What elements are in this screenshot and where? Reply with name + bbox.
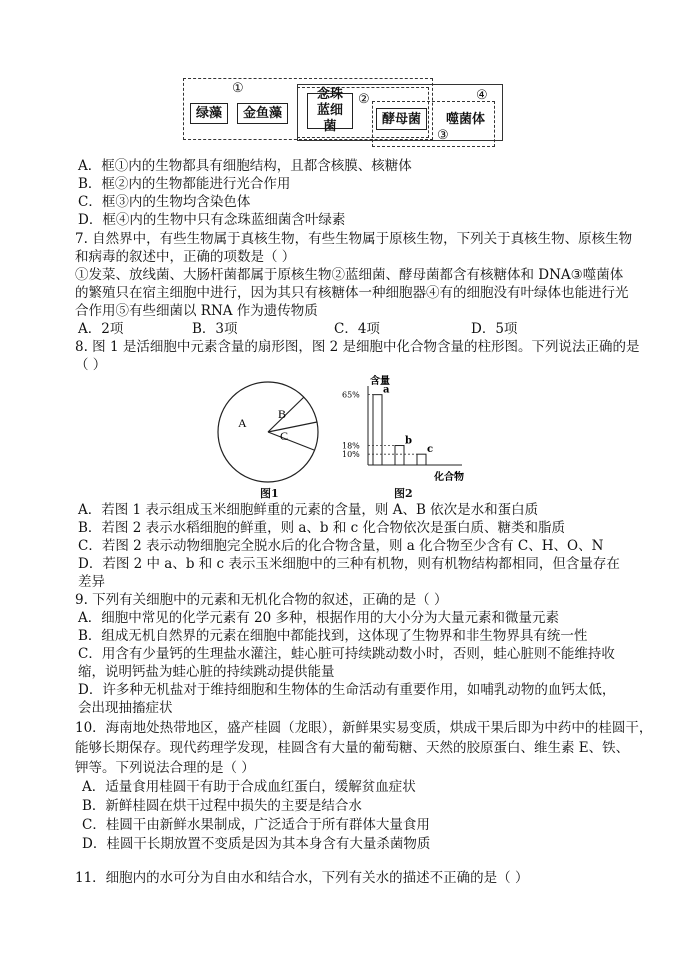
- q7-option-d: D．5项: [471, 321, 518, 337]
- bar-label-c: c: [427, 444, 434, 456]
- q7-item-line2: 的繁殖只在宿主细胞中进行，因为其只有核糖体一种细胞器④有的细胞没有叶绿体也能进行光: [75, 285, 629, 301]
- pie-label-c: C: [280, 429, 289, 443]
- q8-option-a: A．若图 1 表示组成玉米细胞鲜重的元素的含量，则 A、B 依次是水和蛋白质: [78, 502, 539, 518]
- bar-xlabel: 化合物: [434, 472, 464, 483]
- bar-ylabel: 含量: [370, 376, 390, 387]
- q7-stem-line2: 和病毒的叙述中，正确的项数是（ ）: [75, 249, 296, 265]
- q10-option-c: C．桂圆干由新鲜水果制成，广泛适合于所有群体大量食用: [82, 817, 430, 833]
- q10-option-d: D．桂圆干长期放置不变质是因为其本身含有大量杀菌物质: [82, 836, 431, 852]
- q7-option-b: B．3项: [192, 321, 238, 337]
- bar-label-b: b: [405, 435, 412, 447]
- q7-item-line1: ①发菜、放线菌、大肠杆菌都属于原核生物②蓝细菌、酵母菌都含有核糖体和 DNA③噬菌体: [75, 267, 624, 283]
- figure-1-caption: 图1: [260, 487, 279, 500]
- q7-item-line3: 合作用⑤有些细菌以 RNA 作为遗传物质: [75, 303, 318, 319]
- q8-option-b: B．若图 2 表示水稻细胞的鲜重，则 a、b 和 c 化合物依次是蛋白质、糖类和脂质: [78, 520, 566, 536]
- q6-option-b: B．框②内的生物都能进行光合作用: [78, 176, 291, 192]
- bar-b: [395, 446, 404, 465]
- figure-1-pie: [216, 380, 326, 490]
- q8-option-d: D．若图 2 中 a、b 和 c 表示玉米细胞中的三种有机物，则有机物结构都相同，但含量存在: [78, 556, 620, 572]
- q9-stem: 9. 下列有关细胞中的元素和无机化合物的叙述，正确的是（ ）: [75, 592, 448, 608]
- q10-stem-line2: 能够长期保存。现代药理学发现，桂圆含有大量的葡萄糖、天然的胶原蛋白、维生素 E、铁、: [75, 740, 630, 756]
- q9-line-c: C．用含有少量钙的生理盐水灌注，蛙心脏可持续跳动数小时，否则，蛙心脏则不能维持收: [78, 646, 615, 662]
- label-yeast: 酵母菌: [376, 108, 427, 130]
- marker-1: ①: [232, 81, 244, 96]
- q6-option-a: A．框①内的生物都具有细胞结构，且都含核膜、核糖体: [78, 158, 412, 174]
- q10-stem-line3: 钾等。下列说法合理的是（ ）: [75, 760, 255, 776]
- y-tick-a: 65%: [342, 390, 360, 400]
- label-phage: 噬菌体: [446, 112, 486, 127]
- bar-c: [417, 454, 426, 465]
- bar-label-a: a: [383, 384, 390, 396]
- pie-label-a: A: [238, 416, 247, 430]
- y-tick-b: 18%: [342, 441, 360, 451]
- marker-3: ③: [437, 128, 449, 143]
- q10-stem-line1: 10．海南地处热带地区，盛产桂圆（龙眼），新鲜果实易变质，烘成干果后即为中药中的桂圆干，: [75, 720, 653, 736]
- label-hornwort: 金鱼藻: [237, 103, 288, 124]
- q7-option-a: A．2项: [78, 321, 124, 337]
- q9-line-d: D．许多种无机盐对于维持细胞和生物体的生命活动有重要作用，如哺乳动物的血钙太低，: [78, 682, 616, 698]
- y-tick-c: 10%: [342, 450, 360, 460]
- q7-stem-line1: 7. 自然界中，有些生物属于真核生物，有些生物属于原核生物，下列关于真核生物、原核生物: [75, 231, 633, 247]
- label-nostoc: 念珠蓝细菌: [307, 93, 353, 129]
- q9-line-b: B．组成无机自然界的元素在细胞中都能找到，这体现了生物界和非生物界具有统一性: [78, 628, 588, 644]
- figure-2-caption: 图2: [394, 487, 413, 500]
- q9-line-a: A．细胞中常见的化学元素有 20 多种，根据作用的大小分为大量元素和微量元素: [78, 610, 560, 626]
- q8-option-d-cont: 差异: [78, 574, 105, 590]
- q7-option-c: C．4项: [334, 321, 380, 337]
- q10-option-a: A．适量食用桂圆干有助于合成血红蛋白，缓解贫血症状: [82, 779, 416, 795]
- marker-2: ②: [358, 92, 370, 107]
- pie-label-b: B: [278, 407, 287, 421]
- q11-stem: 11．细胞内的水可分为自由水和结合水，下列有关水的描述不正确的是（ ）: [75, 870, 529, 886]
- q8-option-c: C．若图 2 表示动物细胞完全脱水后的化合物含量，则 a 化合物至少含有 C、H、O、N: [78, 538, 604, 554]
- q9-line-c-cont: 缩，说明钙盐为蛙心脏的持续跳动提供能量: [78, 664, 335, 680]
- q6-option-d: D．框④内的生物中只有念珠蓝细菌含叶绿素: [78, 212, 346, 228]
- label-green-algae: 绿藻: [190, 103, 228, 124]
- q8-stem-line2: （ ）: [75, 357, 107, 373]
- q8-stem-line1: 8. 图 1 是活细胞中元素含量的扇形图，图 2 是细胞中化合物含量的柱形图。下列说法正确的是: [75, 339, 640, 355]
- q6-option-c: C．框③内的生物均含染色体: [78, 194, 251, 210]
- q9-line-d-cont: 会出现抽搐症状: [78, 700, 173, 716]
- figure-2-bar-chart: [340, 372, 475, 484]
- marker-4: ④: [476, 88, 488, 103]
- q10-option-b: B．新鲜桂圆在烘干过程中损失的主要是结合水: [82, 798, 362, 814]
